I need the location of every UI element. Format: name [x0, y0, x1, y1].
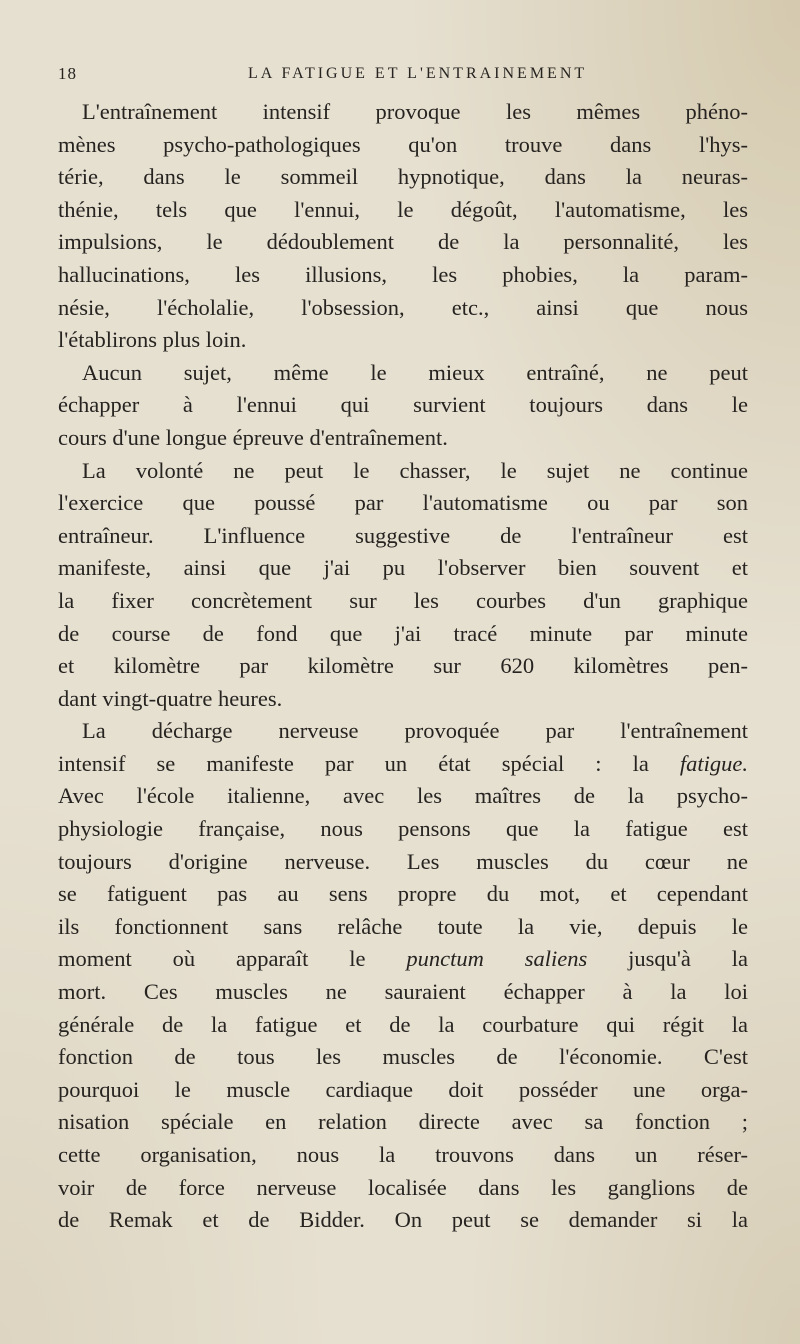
italic-phrase: punctum saliens: [406, 946, 588, 972]
text-line-content: ils fonctionnent sans relâche toute la vie, depuis le: [58, 913, 748, 939]
text-line: [58, 683, 748, 716]
text-line-content: nésie, l'écholalie, l'obsession, etc., ainsi que nous: [58, 294, 748, 320]
text-line-content: intensif se manifeste par un état spécial : la: [58, 750, 649, 776]
text-line-content: physiologie française, nous pensons que la fatigue est: [58, 816, 748, 842]
text-line-content: la fixer concrètement sur les courbes d'un graphique: [58, 587, 748, 613]
text-line: [58, 96, 748, 129]
text-line: [58, 1139, 748, 1172]
text-line-content: térie, dans le sommeil hypnotique, dans la neuras-: [58, 164, 748, 190]
italic-word: fatigue.: [679, 750, 749, 776]
text-line: [58, 1009, 748, 1042]
text-line-tail: jusqu'à la: [628, 946, 748, 972]
text-line: [58, 780, 748, 813]
running-title: LA FATIGUE ET L'ENTRAINEMENT: [248, 65, 588, 82]
text-line-content: nisation spéciale en relation directe avec sa fonction ;: [58, 1109, 748, 1135]
text-line: [58, 1106, 748, 1139]
text-line: [58, 618, 748, 651]
text-line-content: voir de force nerveuse localisée dans les ganglions de: [58, 1174, 748, 1200]
text-line: [58, 161, 748, 194]
text-line: [58, 1172, 748, 1205]
text-line-content: mort. Ces muscles ne sauraient échapper à la loi: [58, 979, 748, 1005]
text-line: [58, 878, 748, 911]
text-line-content: échapper à l'ennui qui survient toujours dans le: [58, 392, 748, 418]
text-line-content: Avec l'école italienne, avec les maîtres de la psycho-: [58, 783, 748, 809]
text-line-content: thénie, tels que l'ennui, le dégoût, l'automatisme, les: [58, 196, 748, 222]
text-line-content: moment où apparaît le: [58, 946, 366, 972]
text-line: [58, 976, 748, 1009]
text-line-content: de Remak et de Bidder. On peut se demander si la: [58, 1207, 748, 1233]
text-line-content: cours d'une longue épreuve d'entraînement.: [58, 424, 448, 450]
text-line-content: entraîneur. L'influence suggestive de l'entraîneur est: [58, 522, 748, 548]
text-line: [58, 911, 748, 944]
text-line: [58, 324, 748, 357]
text-line: [58, 357, 748, 390]
text-line-content: cette organisation, nous la trouvons dans un réser-: [58, 1142, 748, 1167]
text-line-content: fonction de tous les muscles de l'économie. C'est: [58, 1044, 748, 1070]
text-line: [58, 194, 748, 227]
text-line: [58, 455, 748, 488]
text-line: [58, 813, 748, 846]
text-line-content: se fatiguent pas au sens propre du mot, et cependant: [58, 881, 748, 907]
text-line: [58, 1204, 748, 1237]
text-line: [58, 292, 748, 325]
text-line-content: toujours d'origine nerveuse. Les muscles du cœur ne: [58, 848, 748, 874]
text-line-content: La décharge nerveuse provoquée par l'entraînement: [82, 718, 748, 744]
text-line-content: pourquoi le muscle cardiaque doit posséder une orga-: [58, 1076, 748, 1102]
text-line-content: hallucinations, les illusions, les phobies, la param-: [58, 261, 748, 287]
text-line-content: Aucun sujet, même le mieux entraîné, ne peut: [82, 359, 748, 385]
text-line-content: générale de la fatigue et de la courbature qui régit la: [58, 1011, 748, 1037]
text-line: [58, 422, 748, 455]
text-line-content: manifeste, ainsi que j'ai pu l'observer bien souvent et: [58, 555, 748, 581]
text-line-content: et kilomètre par kilomètre sur 620 kilomètres pen-: [58, 653, 748, 679]
text-line-content: l'établirons plus loin.: [58, 327, 247, 353]
text-line: [58, 846, 748, 879]
text-line-content: de course de fond que j'ai tracé minute par minute: [58, 620, 748, 646]
running-head: [58, 64, 748, 90]
text-line: [58, 943, 748, 976]
text-line-content: dant vingt-quatre heures.: [58, 685, 283, 711]
text-line: [58, 129, 748, 162]
text-line: [58, 1041, 748, 1074]
text-line-content: L'entraînement intensif provoque les mêmes phéno-: [82, 99, 748, 124]
body-text: [58, 96, 748, 1237]
text-line: [58, 715, 748, 748]
page-number: 18: [58, 64, 77, 83]
text-line-content: mènes psycho-pathologiques qu'on trouve dans l'hys-: [58, 131, 748, 157]
text-line: [58, 226, 748, 259]
text-line: [58, 1074, 748, 1107]
text-line: [58, 552, 748, 585]
text-line: [58, 650, 748, 683]
text-line: [58, 259, 748, 292]
text-line-content: La volonté ne peut le chasser, le sujet ne continue: [82, 457, 748, 483]
text-line-content: l'exercice que poussé par l'automatisme ou par son: [58, 490, 748, 516]
text-line: [58, 520, 748, 553]
text-line: [58, 748, 748, 781]
text-line-content: impulsions, le dédoublement de la personnalité, les: [58, 229, 748, 255]
text-line: [58, 389, 748, 422]
text-line: [58, 585, 748, 618]
text-line: [58, 487, 748, 520]
